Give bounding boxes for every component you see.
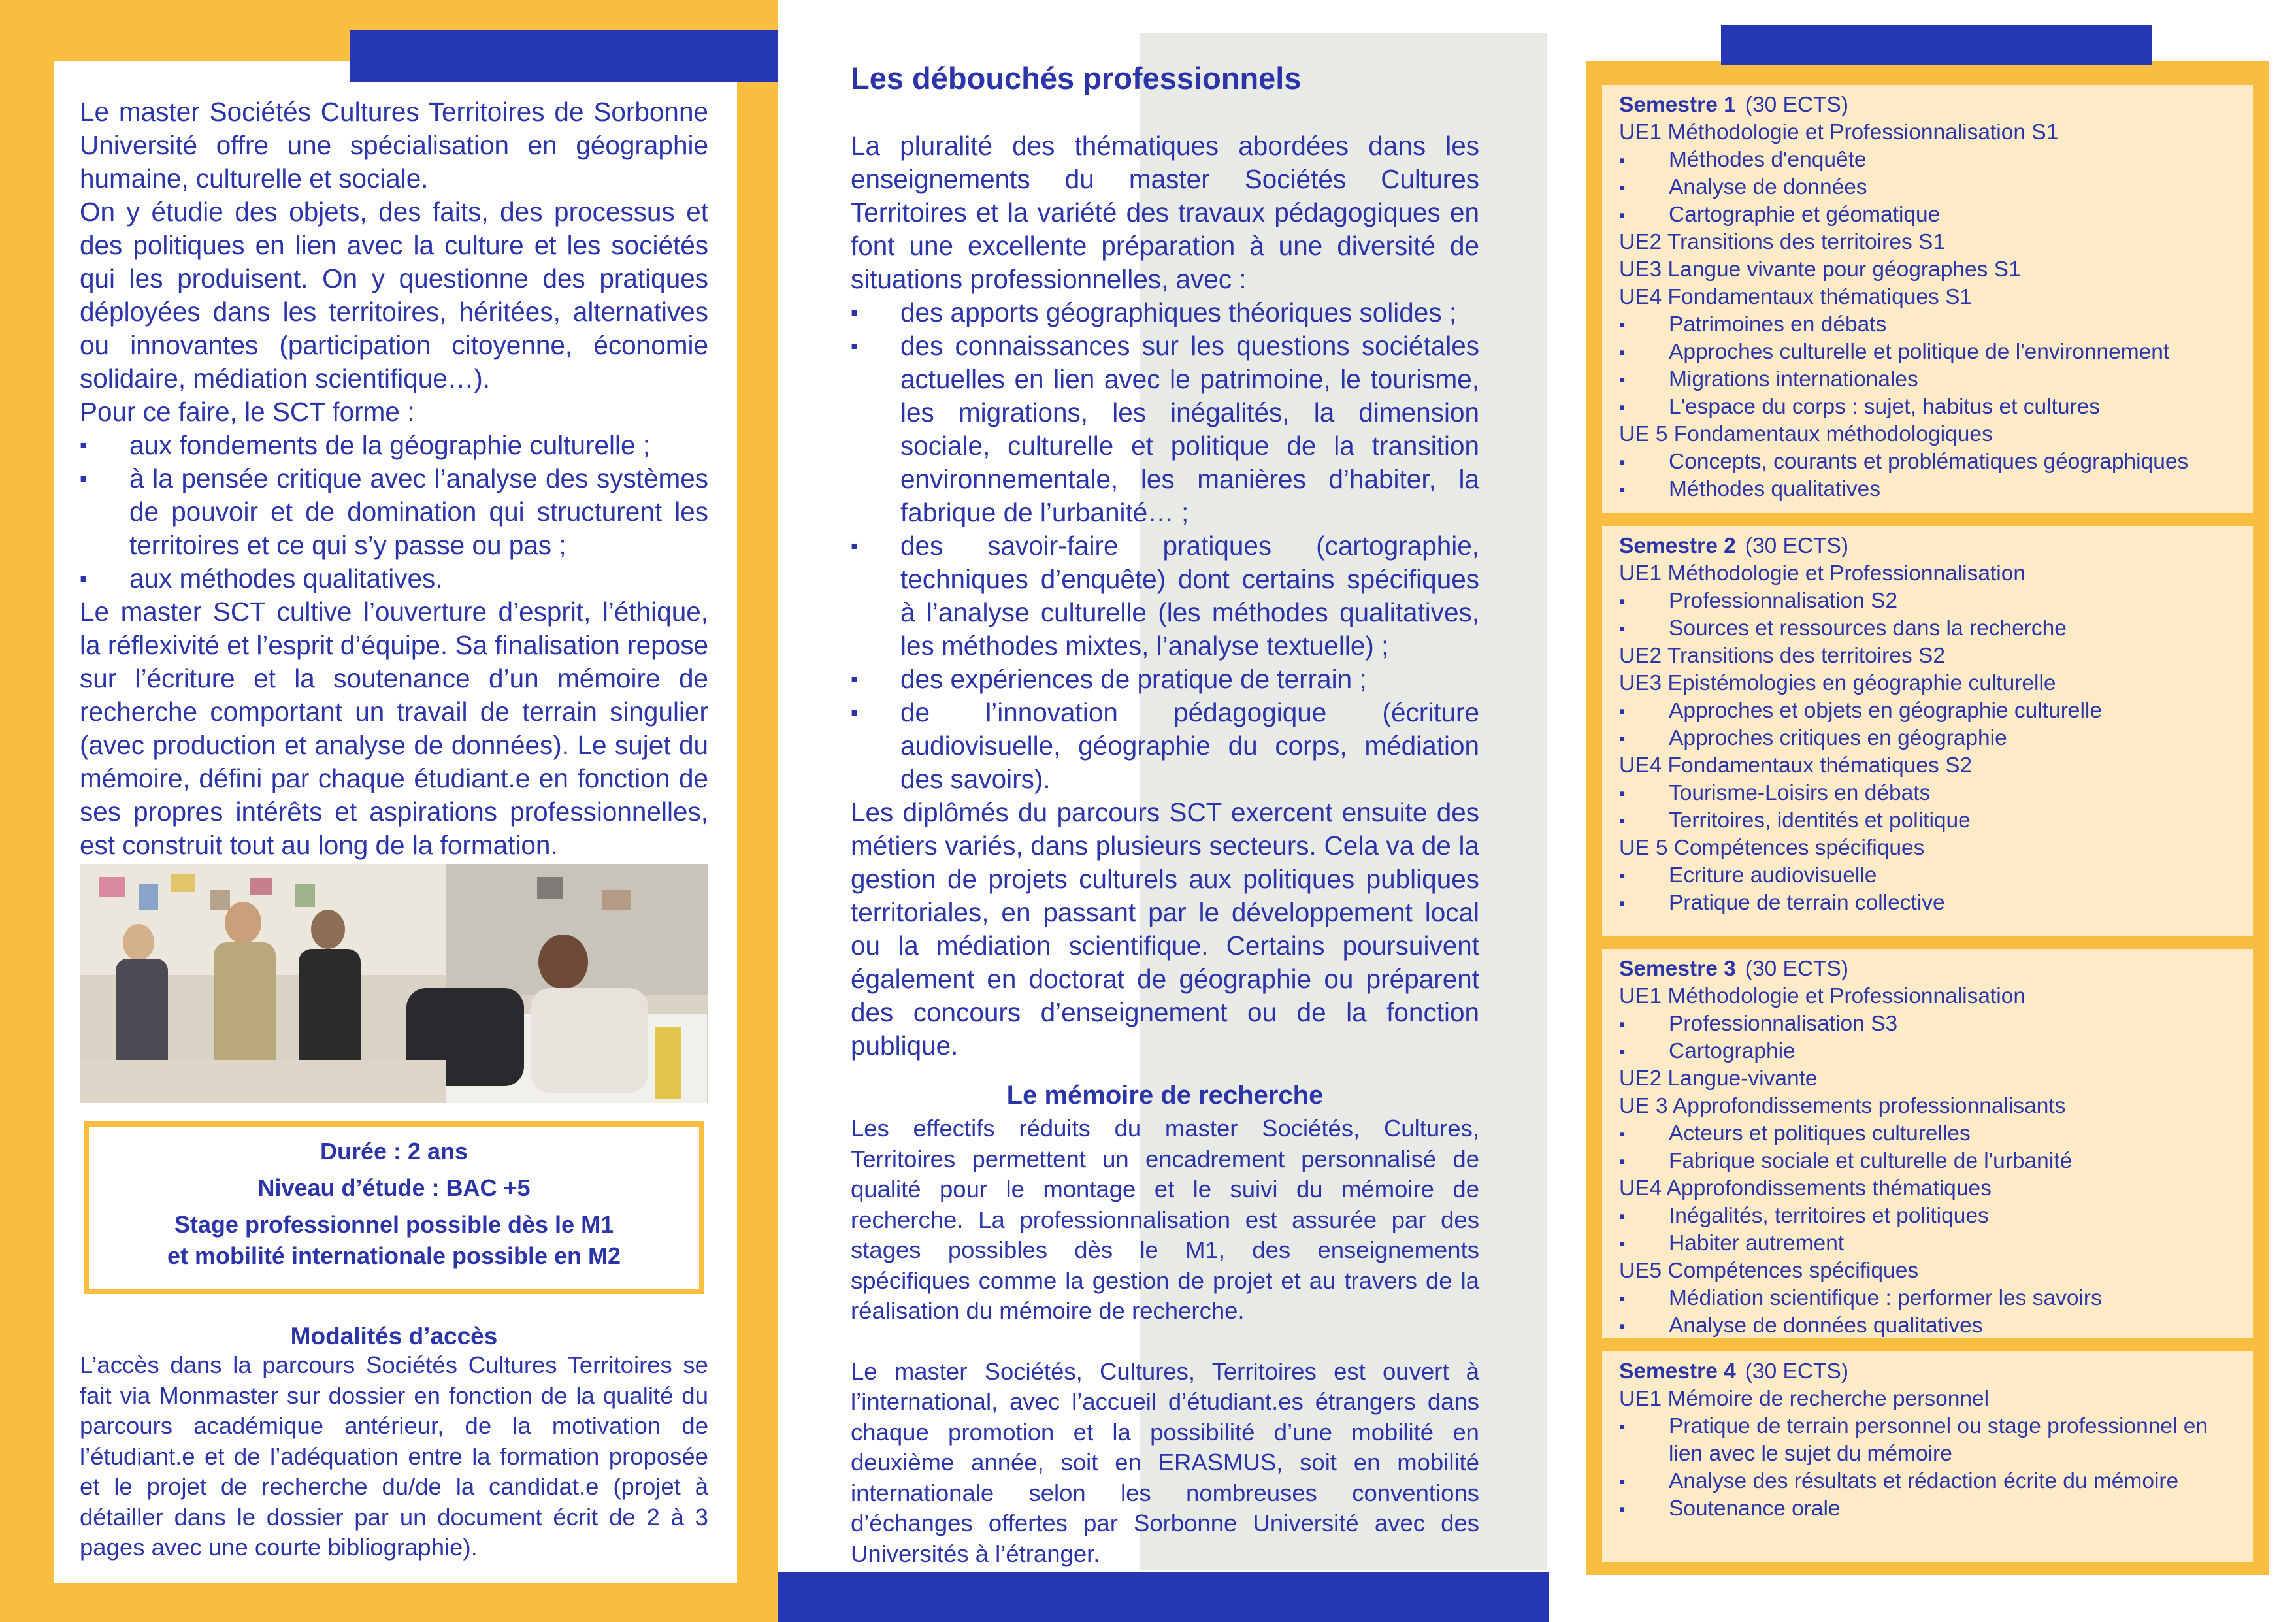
course-item: ▪ Habiter autrement xyxy=(1619,1230,2236,1257)
course-item: ▪ Territoires, identités et politique xyxy=(1619,807,2236,835)
course-unit: UE 5 Fondamentaux méthodologiques xyxy=(1619,422,1993,446)
semester-1-box xyxy=(1602,85,2253,513)
list-item: ▪ des apports géographiques théoriques solides ; xyxy=(851,296,1479,329)
access-title: Modalités d’accès xyxy=(290,1323,498,1349)
thesis-description xyxy=(851,1114,1479,1569)
duration-text: Durée : 2 ans xyxy=(320,1138,468,1165)
semester-ects: (30 ECTS) xyxy=(1745,93,1849,117)
list-item: ▪ à la pensée critique avec l’analyse des systèmes de pouvoir et de domination qui structurent les territoires et ce qui s’y passe ou pas ; xyxy=(80,462,708,562)
course-list xyxy=(1619,1413,2236,1523)
course-unit: UE1 Mémoire de recherche personnel xyxy=(1619,1387,1990,1411)
left-panel-blue-bar xyxy=(350,30,778,82)
course-item: ▪ Pratique de terrain personnel ou stage professionnel en lien avec le sujet du mémoire xyxy=(1619,1413,2236,1468)
list-item: ▪ des connaissances sur les questions sociétales actuelles en lien avec le patrimoine, le tourisme, les migrations, les inégalités, la dimension sociale, culturelle et politique de la transition environnementale, les manières d’habiter, la fabrique de l’urbanité… ; xyxy=(851,329,1479,529)
course-item: ▪ Médiation scientifique : performer les savoirs xyxy=(1619,1285,2236,1312)
course-item: ▪ Acteurs et politiques culturelles xyxy=(1619,1120,2236,1148)
course-list xyxy=(1619,588,2236,642)
course-list xyxy=(1619,1285,2236,1340)
course-item: ▪ Patrimoines en débats xyxy=(1619,311,2236,339)
course-item: ▪ Analyse de données qualitatives xyxy=(1619,1312,2236,1340)
semester-ects: (30 ECTS) xyxy=(1745,1359,1849,1383)
course-unit: UE4 Fondamentaux thématiques S1 xyxy=(1619,285,1973,309)
course-list xyxy=(1619,862,2236,917)
course-unit: UE5 Compétences spécifiques xyxy=(1619,1259,1919,1283)
thesis-title: Le mémoire de recherche xyxy=(1006,1081,1324,1110)
course-item: ▪ Inégalités, territoires et politiques xyxy=(1619,1202,2236,1230)
intro-paragraph-1: Le master Sociétés Cultures Territoires de Sorbonne Université offre une spécialisation en géographie humaine, culturelle et sociale. xyxy=(80,97,708,193)
list-item: ▪ des savoir-faire pratiques (cartographie, techniques d’enquête) dont certains spécifiques à l’analyse culturelle (les méthodes qualitatives, les méthodes mixtes, l’analyse textuelle) ; xyxy=(851,529,1479,663)
semester-title: Semestre 4 xyxy=(1619,1359,1736,1383)
course-item: ▪ Approches culturelle et politique de l'environnement xyxy=(1619,339,2236,366)
course-list xyxy=(1619,146,2236,229)
course-unit: UE2 Transitions des territoires S2 xyxy=(1619,644,1945,668)
semester-2-box xyxy=(1602,526,2253,936)
course-unit: UE3 Langue vivante pour géographes S1 xyxy=(1619,257,2021,282)
list-item: ▪ de l’innovation pédagogique (écriture audiovisuelle, géographie du corps, médiation des savoirs). xyxy=(851,696,1479,796)
program-info-box xyxy=(84,1121,704,1294)
course-item: ▪ Fabrique sociale et culturelle de l'urbanité xyxy=(1619,1148,2236,1175)
careers-outro: Les diplômés du parcours SCT exercent ensuite des métiers variés, dans plusieurs secteurs. Cela va de la gestion de projets culturels aux politiques publiques territoriales, en passant par le développement local ou la médiation scientifique. Certains poursuivent également en doctorat de géographie ou préparent des concours d’enseignement ou de la fonction publique. xyxy=(851,797,1479,1061)
internship-text: Stage professionnel possible dès le M1 xyxy=(174,1211,614,1238)
course-list xyxy=(1619,1120,2236,1175)
thesis-paragraph-2: Le master Sociétés, Cultures, Territoires est ouvert à l’international, avec l’accueil d’étudiant.es étrangers dans chaque promotion et la possibilité d’une mobilité en deuxième année, soit en ERASMUS, soit en mobilité internationale selon les nombreuses conventions d’échanges offertes par Sorbonne Université avec des Universités à l’étranger. xyxy=(851,1357,1479,1567)
course-list xyxy=(1619,697,2236,752)
course-item: ▪ Concepts, courants et problématiques géographiques xyxy=(1619,448,2236,476)
semester-title: Semestre 3 xyxy=(1619,957,1736,981)
course-item: ▪ L'espace du corps : sujet, habitus et cultures xyxy=(1619,393,2236,421)
course-item: ▪ Approches critiques en géographie xyxy=(1619,725,2236,752)
course-unit: UE2 Transitions des territoires S1 xyxy=(1619,230,1945,254)
semester-3-box xyxy=(1602,949,2253,1338)
careers-description xyxy=(851,129,1479,1063)
course-item: ▪ Méthodes qualitatives xyxy=(1619,476,2236,503)
semester-title: Semestre 2 xyxy=(1619,534,1736,558)
outro-paragraph: Le master SCT cultive l’ouverture d’esprit, l’éthique, la réflexivité et l’esprit d’équipe. Sa finalisation repose sur l’écriture et la soutenance d’un mémoire de recherche comportant un travail de terrain singulier (avec production et analyse de données). Le sujet du mémoire, défini par chaque étudiant.e en fonction de ses propres intérêts et aspirations professionnelles, est construit tout au long de la formation. xyxy=(80,597,708,860)
course-item: ▪ Soutenance orale xyxy=(1619,1495,2236,1523)
course-unit: UE 5 Compétences spécifiques xyxy=(1619,836,1925,860)
level-text: Niveau d’étude : BAC +5 xyxy=(257,1174,531,1201)
course-unit: UE2 Langue-vivante xyxy=(1619,1067,1818,1091)
course-item: ▪ Ecriture audiovisuelle xyxy=(1619,862,2236,889)
program-description xyxy=(80,95,708,862)
course-unit: UE 3 Approfondissements professionnalisants xyxy=(1619,1094,2066,1118)
course-unit: UE4 Fondamentaux thématiques S2 xyxy=(1619,753,1973,778)
training-list xyxy=(80,429,708,595)
course-unit: UE1 Méthodologie et Professionnalisation S1 xyxy=(1619,120,2059,144)
course-list xyxy=(1619,1010,2236,1065)
course-item: ▪ Méthodes d'enquête xyxy=(1619,146,2236,174)
course-item: ▪ Cartographie et géomatique xyxy=(1619,201,2236,229)
right-panel-blue-bar xyxy=(1721,25,2152,65)
course-item: ▪ Analyse des résultats et rédaction écrite du mémoire xyxy=(1619,1468,2236,1495)
course-unit: UE1 Méthodologie et Professionnalisation xyxy=(1619,984,2025,1008)
careers-list xyxy=(851,296,1479,796)
course-list xyxy=(1619,311,2236,421)
careers-title: Les débouchés professionnels xyxy=(851,61,1302,95)
spacer xyxy=(851,1327,1479,1357)
thesis-paragraph-1: Les effectifs réduits du master Sociétés, Cultures, Territoires permettent un encadrement personnalisé de qualité pour le montage et le suivi du mémoire de recherche. La professionnalisation est assurée par des stages possibles dès le M1, des enseignements spécifiques comme la gestion de projet et au travers de la réalisation du mémoire de recherche. xyxy=(851,1115,1479,1324)
course-item: ▪ Migrations internationales xyxy=(1619,366,2236,393)
list-item: ▪ des expériences de pratique de terrain ; xyxy=(851,663,1479,696)
course-item: ▪ Analyse de données xyxy=(1619,174,2236,201)
intro-paragraph-3: Pour ce faire, le SCT forme : xyxy=(80,397,415,427)
access-description: L’accès dans la parcours Sociétés Cultures Territoires se fait via Monmaster sur dossier en fonction de la qualité du parcours académique antérieur, de la motivation de l’étudiant.e et de l’adéquation entre la formation proposée et le projet de recherche du/de la candidat.e (projet à détailler dans le dossier par un document écrit de 2 à 3 pages avec une courte bibliographie). xyxy=(80,1351,708,1561)
semester-heading xyxy=(1619,533,2236,560)
semester-title: Semestre 1 xyxy=(1619,93,1736,117)
course-item: ▪ Sources et ressources dans la recherche xyxy=(1619,615,2236,642)
semester-heading xyxy=(1619,1358,2236,1385)
list-item: ▪ aux méthodes qualitatives. xyxy=(80,562,708,595)
course-item: ▪ Professionnalisation S3 xyxy=(1619,1010,2236,1038)
semester-heading xyxy=(1619,91,2236,119)
course-item: ▪ Approches et objets en géographie culturelle xyxy=(1619,697,2236,725)
list-item: ▪ aux fondements de la géographie culturelle ; xyxy=(80,429,708,462)
semester-ects: (30 ECTS) xyxy=(1745,534,1849,558)
course-unit: UE3 Epistémologies en géographie culturelle xyxy=(1619,671,2056,695)
students-photo xyxy=(80,864,708,1103)
course-item: ▪ Pratique de terrain collective xyxy=(1619,889,2236,917)
middle-panel-blue-bar xyxy=(778,1572,1549,1622)
course-item: ▪ Cartographie xyxy=(1619,1038,2236,1065)
course-unit: UE1 Méthodologie et Professionnalisation xyxy=(1619,561,2025,586)
careers-intro: La pluralité des thématiques abordées dans les enseignements du master Sociétés Cultures Territoires et la variété des travaux pédagogiques en font une excellente préparation à une diversité de situations professionnelles, avec : xyxy=(851,131,1479,294)
mobility-text: et mobilité internationale possible en M2 xyxy=(167,1242,621,1269)
course-item: ▪ Tourisme-Loisirs en débats xyxy=(1619,780,2236,807)
course-unit: UE4 Approfondissements thématiques xyxy=(1619,1176,1992,1200)
semester-ects: (30 ECTS) xyxy=(1745,957,1849,981)
course-list xyxy=(1619,1202,2236,1257)
course-list xyxy=(1619,448,2236,503)
course-item: ▪ Professionnalisation S2 xyxy=(1619,588,2236,615)
semester-heading xyxy=(1619,955,2236,983)
students-photo-illustration xyxy=(80,864,708,1103)
intro-paragraph-2: On y étudie des objets, des faits, des processus et des politiques en lien avec la culture et les sociétés qui les produisent. On y questionne des pratiques déployées dans les territoires, héritées, alternatives ou innovantes (participation citoyenne, économie solidaire, médiation scientifique…). xyxy=(80,197,708,393)
semester-4-box xyxy=(1602,1351,2253,1562)
course-list xyxy=(1619,780,2236,835)
